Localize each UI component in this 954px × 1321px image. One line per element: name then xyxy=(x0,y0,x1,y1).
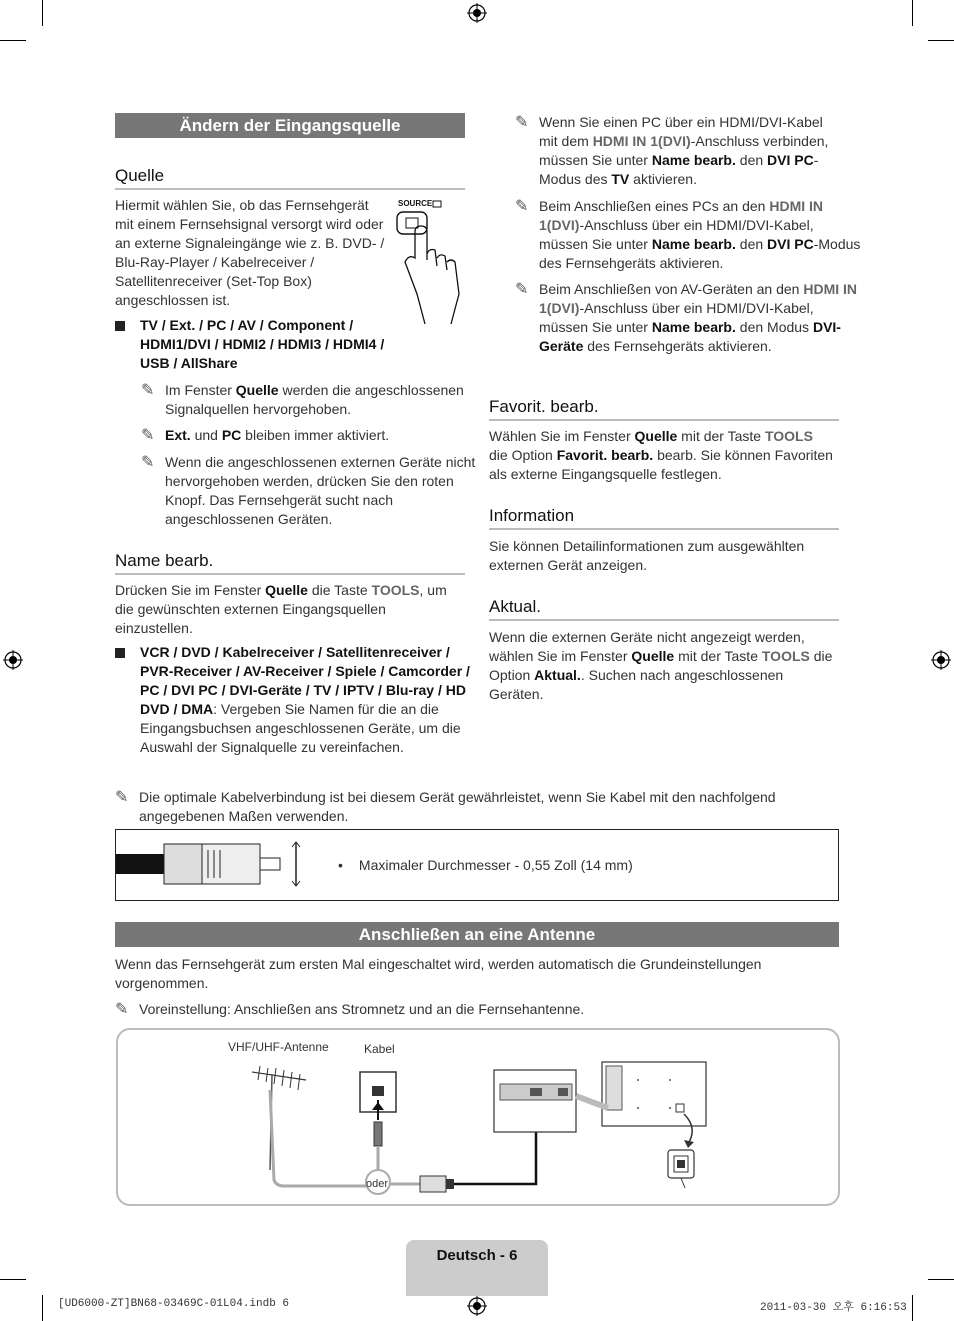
text: -Modus des Fernsehgeräts aktivieren. xyxy=(539,236,861,271)
source-list: TV / Ext. / PC / AV / Component / HDMI1/DVI / HDMI2 / HDMI3 / HDMI4 / USB / AllShare xyxy=(140,317,385,371)
text: die Taste xyxy=(307,582,372,598)
text: Wenn die externen Geräte nicht angezeigt werden, wählen Sie im Fenster xyxy=(489,629,805,664)
term: Name bearb. xyxy=(651,319,736,335)
vhf-uhf-label: VHF/UHF-Antenne xyxy=(228,1040,329,1054)
device-names-bullet xyxy=(115,643,470,757)
note-red-button xyxy=(141,453,485,529)
text: mit der Taste xyxy=(677,428,765,444)
registration-mark-icon xyxy=(931,650,951,670)
term: Quelle xyxy=(634,428,678,444)
crop-mark xyxy=(0,1279,26,1280)
note-always-active xyxy=(141,426,495,445)
cable-diameter-item xyxy=(338,856,633,875)
crop-mark xyxy=(928,40,954,41)
antenna-connection-diagram xyxy=(116,1028,840,1206)
text: Beim Anschließen von AV-Geräten an den xyxy=(539,281,804,297)
aktual-paragraph xyxy=(489,628,834,704)
note-preset xyxy=(115,1000,859,1019)
term: Aktual. xyxy=(534,667,581,683)
hand-pressing-button-icon xyxy=(395,196,467,326)
heading-quelle: Quelle xyxy=(115,166,465,190)
tools-term: TOOLS xyxy=(764,428,813,444)
heading-favorit: Favorit. bearb. xyxy=(489,397,839,421)
registration-mark-icon xyxy=(467,3,487,23)
cable-dimension-box xyxy=(115,829,839,901)
text: mit der Taste xyxy=(674,648,762,664)
pencil-note-icon: ✎ xyxy=(141,454,155,471)
pencil-note-icon: ✎ xyxy=(141,382,155,399)
crop-mark xyxy=(42,1295,43,1321)
text: bearb. Sie können Favoriten als externe Eingangsquelle festlegen. xyxy=(489,447,833,482)
name-bearb-paragraph xyxy=(115,581,465,638)
crop-mark xyxy=(0,40,26,41)
note-pc-hdmi xyxy=(515,113,844,189)
text: -Modus des xyxy=(539,152,819,187)
page-tab xyxy=(406,1240,548,1296)
heading-information: Information xyxy=(489,506,839,530)
registration-mark-icon xyxy=(467,1296,487,1316)
registration-mark-icon xyxy=(3,650,23,670)
tools-term: TOOLS xyxy=(761,648,810,664)
note-pc-hdmi-dvi xyxy=(515,197,864,273)
note-highlighted-sources xyxy=(141,381,495,419)
text: Wenn Sie einen PC über ein HDMI/DVI-Kabel mit dem xyxy=(539,114,823,149)
term: DVI PC xyxy=(767,236,814,252)
term: DVI PC xyxy=(767,152,814,168)
page-number-label: Deutsch - 6 xyxy=(436,1247,518,1264)
pencil-note-icon: ✎ xyxy=(515,198,529,215)
bullet-square-icon xyxy=(115,648,125,658)
crop-mark xyxy=(42,0,43,26)
crop-mark xyxy=(928,1279,954,1280)
term: TV xyxy=(611,171,630,187)
note-term: PC xyxy=(221,427,242,443)
cable-plug-icon xyxy=(116,840,316,888)
source-list-bullet xyxy=(115,316,400,373)
text: Beim Anschließen eines PCs an den xyxy=(539,198,770,214)
text: des Fernsehgeräts aktivieren. xyxy=(583,338,772,354)
pencil-note-icon: ✎ xyxy=(115,789,129,806)
port-term: HDMI IN 1(DVI) xyxy=(539,281,858,316)
text: Drücken Sie im Fenster xyxy=(115,582,266,598)
text: den xyxy=(735,236,768,252)
bullet-dot-icon: • xyxy=(338,857,343,873)
bullet-square-icon xyxy=(115,321,125,331)
text: -Anschluss über ein HDMI/DVI-Kabel, müssen Sie unter xyxy=(539,217,814,252)
term: Name bearb. xyxy=(651,152,736,168)
note-term: Ext. xyxy=(165,427,191,443)
heading-name-bearb: Name bearb. xyxy=(115,551,465,575)
device-names-description: : Vergeben Sie Namen für die an die Eingangsbuchsen angeschlossenen Geräte, um die Auswahl der Signalquelle zu vereinfachen. xyxy=(140,701,461,755)
crop-mark xyxy=(912,0,913,26)
note-text: werden die angeschlossenen Signalquellen hervorgehoben. xyxy=(165,382,464,417)
cable-diameter-text: Maximaler Durchmesser - 0,55 Zoll (14 mm) xyxy=(358,857,633,873)
pencil-note-icon: ✎ xyxy=(141,427,155,444)
device-names: VCR / DVD / Kabelreceiver / Satellitenreceiver / PVR-Receiver / AV-Receiver / Spiele / Camcorder / PC / DVI PC / DVI-Geräte / TV / IPTV / Blu-ray / HD DVD / DMA xyxy=(140,644,470,717)
coax-connector-icon xyxy=(420,1176,446,1192)
source-button-illustration xyxy=(395,196,467,326)
note-cable-dimensions xyxy=(115,788,859,826)
pencil-note-icon: ✎ xyxy=(515,281,529,298)
text: , um die gewünschten externen Eingangsquellen einzustellen. xyxy=(115,582,447,636)
note-text: Wenn die angeschlossenen externen Geräte nicht hervorgehoben werden, drücken Sie den roten Knopf. Das Fernsehgerät sucht nach angeschlossenen Geräten. xyxy=(165,454,476,527)
term: Quelle xyxy=(631,648,675,664)
note-av-hdmi-dvi xyxy=(515,280,864,356)
information-paragraph: Sie können Detailinformationen zum ausgewählten externen Gerät anzeigen. xyxy=(489,538,805,573)
note-text: bleiben immer aktiviert. xyxy=(241,427,390,443)
crop-mark xyxy=(912,1295,913,1321)
print-date: 2011-03-30 오후 6:16:53 xyxy=(760,1302,907,1314)
text: -Anschluss verbinden, müssen Sie unter xyxy=(539,133,829,168)
text: den Modus xyxy=(735,319,813,335)
term: Quelle xyxy=(265,582,308,598)
pencil-note-icon: ✎ xyxy=(515,114,529,131)
antenna-icon xyxy=(252,1066,306,1170)
source-label: SOURCE xyxy=(398,199,433,208)
section-bar-input-source: Ändern der Eingangsquelle xyxy=(115,113,465,138)
note-term: Quelle xyxy=(235,382,279,398)
or-label: oder xyxy=(366,1178,389,1190)
tools-term: TOOLS xyxy=(371,582,420,598)
term: Name bearb. xyxy=(651,236,736,252)
cable-label: Kabel xyxy=(364,1042,395,1056)
pencil-note-icon: ✎ xyxy=(115,1001,129,1018)
favorit-paragraph xyxy=(489,427,834,484)
section-bar-antenna: Anschließen an eine Antenne xyxy=(115,922,839,947)
note-text: Die optimale Kabelverbindung ist bei diesem Gerät gewährleistet, wenn Sie Kabel mit den nachfolgend angegebenen Maßen verwenden. xyxy=(139,789,776,824)
antenna-wiring-illustration xyxy=(118,1030,838,1204)
tv-port-panel-icon xyxy=(494,1070,576,1132)
text: . Suchen nach angeschlossenen Geräten. xyxy=(489,667,784,702)
file-info: [UD6000-ZT]BN68-03469C-01L04.indb 6 xyxy=(58,1298,290,1310)
note-text: und xyxy=(190,427,222,443)
text: Wählen Sie im Fenster xyxy=(489,428,635,444)
port-term: HDMI IN 1(DVI) xyxy=(592,133,691,149)
term: DVI-Geräte xyxy=(539,319,841,354)
port-term: HDMI IN 1(DVI) xyxy=(539,198,824,233)
note-text: Voreinstellung: Anschließen ans Stromnetz und an die Fernsehantenne. xyxy=(139,1001,585,1017)
quelle-intro: Hiermit wählen Sie, ob das Fernsehgerät mit einem Fernsehsignal versorgt wird oder an externe Signaleingänge wie z. B. DVD- / Blu-Ray-Player / Kabelreceiver / Satellitenreceiver (Set-Top Box) angeschlossen ist. xyxy=(115,197,385,308)
text: die Option xyxy=(489,447,557,463)
text: -Anschluss über ein HDMI/DVI-Kabel, müssen Sie unter xyxy=(539,300,814,335)
note-text: Im Fenster xyxy=(165,382,236,398)
term: Favorit. bearb. xyxy=(556,447,654,463)
heading-aktual: Aktual. xyxy=(489,597,839,621)
antenna-intro: Wenn das Fernsehgerät zum ersten Mal eingeschaltet wird, werden automatisch die Grundeinstellungen vorgenommen. xyxy=(115,956,762,991)
text: die Option xyxy=(489,648,833,683)
text: den xyxy=(735,152,768,168)
text: aktivieren. xyxy=(629,171,697,187)
